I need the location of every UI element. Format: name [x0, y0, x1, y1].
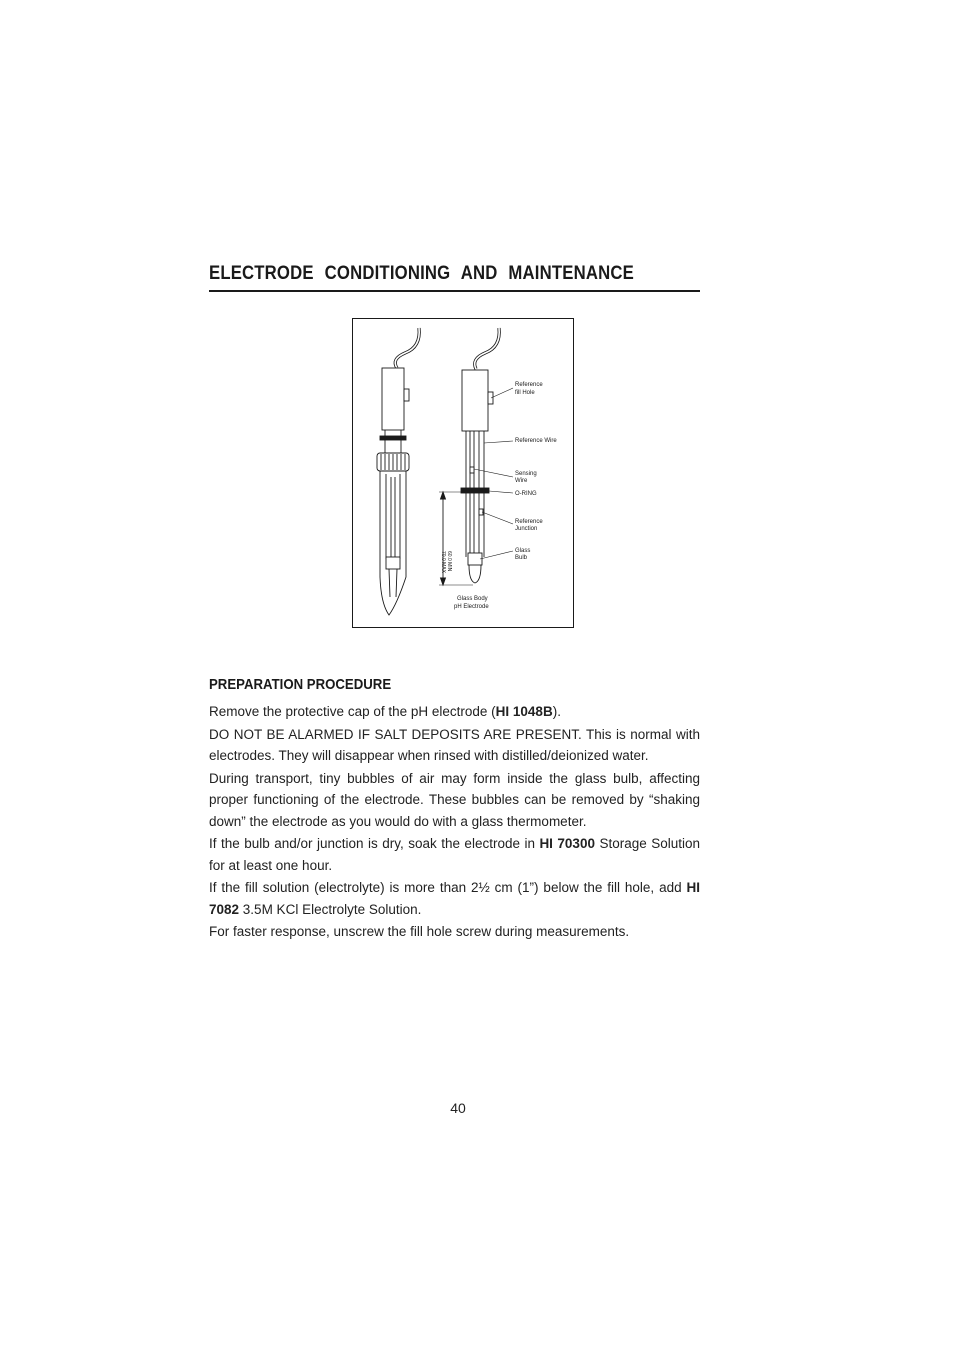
label-junction-2: Junction: [515, 526, 538, 532]
caption-line-2: pH Electrode: [454, 604, 489, 610]
paragraph-remove-cap: [209, 701, 700, 723]
label-junction-1: Reference: [515, 519, 543, 525]
caption-line-1: Glass Body: [457, 596, 488, 602]
label-reference-wire: Reference Wire: [515, 438, 557, 444]
paragraph-faster-response: For faster response, unscrew the fill hole screw during measurements.: [209, 924, 630, 939]
label-oring: O-RING: [515, 491, 537, 497]
p4-text-b: Storage Solution for at least one hour.: [209, 836, 700, 873]
paragraph-soak: [209, 833, 700, 876]
electrode-drawing: [353, 319, 575, 629]
p1-text-b: ).: [552, 704, 561, 719]
paragraph-bubbles: During transport, tiny bubbles of air may form inside the glass bulb, affecting proper functioning of the electrode. These bubbles can be removed by “shaking down” the electrode as you would do with a glass thermometer.: [209, 770, 700, 829]
p5-text-b: 3.5M KCl Electrolyte Solution.: [239, 901, 422, 917]
label-glass-bulb-1: Glass: [515, 548, 531, 554]
p1-text-a: Remove the protective cap of the pH electrode (: [209, 704, 496, 719]
product-code: HI 70300: [539, 836, 595, 851]
label-sensing-2: Wire: [515, 478, 528, 484]
page-number: 40: [450, 1100, 466, 1116]
page-title: ELECTRODE CONDITIONING AND MAINTENANCE: [209, 263, 634, 284]
p4-text-a: If the bulb and/or junction is dry, soak the electrode in: [209, 836, 540, 851]
label-sensing-1: Sensing: [515, 471, 537, 477]
p5-text-a: If the fill solution (electrolyte) is more than 2½ cm (1”) below the fill hole, add: [209, 880, 687, 895]
dim-max-label: 70.0 MAX: [440, 551, 446, 573]
dim-min-label: 60.0 MIN: [446, 551, 452, 572]
product-code: HI 1048B: [495, 704, 553, 719]
section-heading: PREPARATION PROCEDURE: [209, 676, 392, 693]
product-code: HI 7082: [209, 880, 700, 917]
label-glass-bulb-2: Bulb: [515, 555, 528, 561]
title-rule: [209, 290, 700, 292]
paragraph-salt-deposits: DO NOT BE ALARMED IF SALT DEPOSITS ARE PRESENT. This is normal with electrodes. They will disappear when rinsed with distilled/deionized water.: [209, 726, 700, 763]
paragraph-electrolyte: [209, 877, 700, 920]
label-fill-hole-2: fill Hole: [515, 390, 535, 396]
section-body: [209, 701, 700, 944]
label-fill-hole-1: Reference: [515, 382, 543, 388]
electrode-diagram: [352, 318, 574, 628]
